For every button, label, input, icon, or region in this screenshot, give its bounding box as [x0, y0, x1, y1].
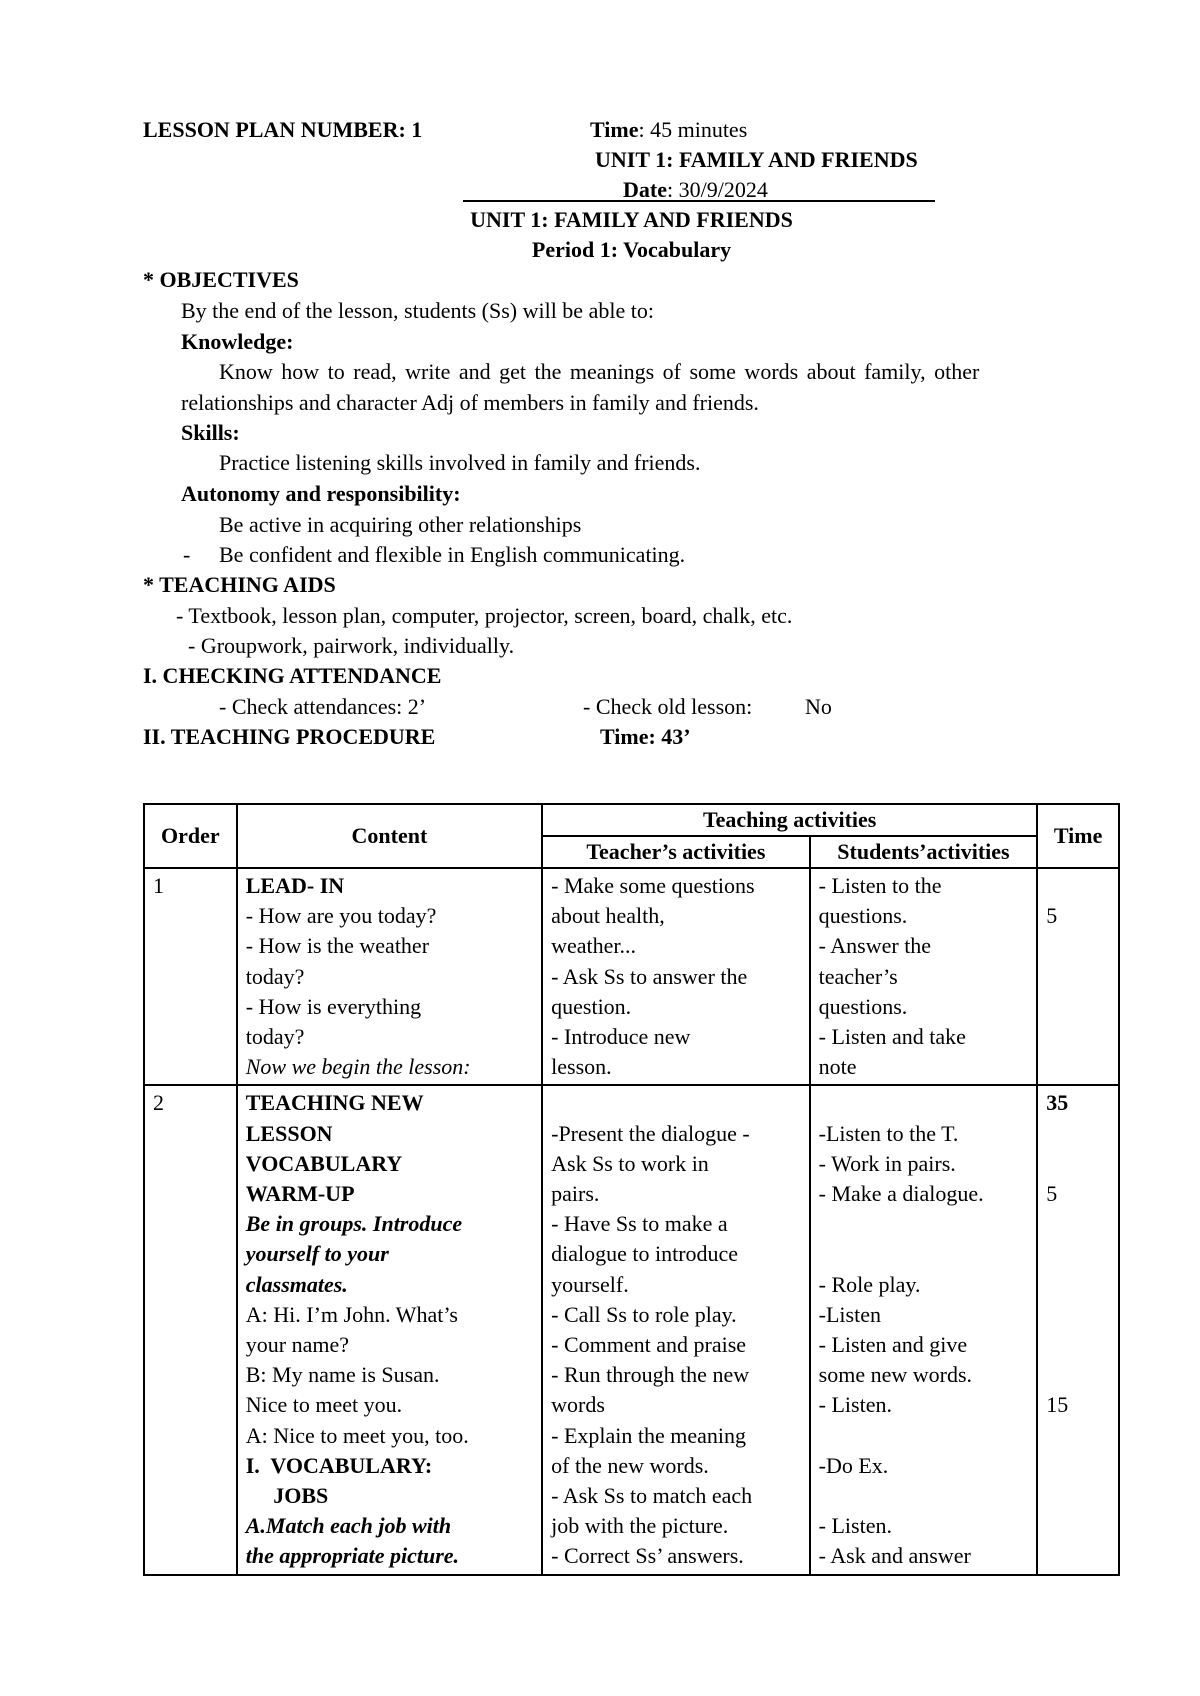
- cell-line: today?: [245, 1024, 305, 1050]
- cell-line: - Make a dialogue.: [818, 1181, 984, 1207]
- cell-line: yourself.: [551, 1271, 629, 1297]
- row1-teacher: [542, 868, 810, 1085]
- autonomy-item-1: Be active in acquiring other relationships: [219, 512, 582, 537]
- teaching-aids-heading: * TEACHING AIDS: [143, 572, 336, 597]
- cell-line: - Listen to the: [818, 873, 942, 898]
- cell-line: pairs.: [551, 1181, 600, 1207]
- cell-line: A.Match each job with: [245, 1513, 452, 1539]
- cell-line: - Work in pairs.: [818, 1150, 956, 1176]
- cell-line: [1046, 1360, 1110, 1390]
- cell-line: -Listen to the T.: [818, 1120, 959, 1146]
- cell-line: - Introduce new: [551, 1024, 691, 1050]
- row1-time: [1037, 868, 1119, 1085]
- cell-line: - Listen.: [818, 1513, 892, 1539]
- cell-line: [1046, 1119, 1110, 1149]
- cell-line: classmates.: [245, 1271, 348, 1297]
- cell-line: Be in groups. Introduce: [245, 1211, 463, 1237]
- time-label: Time: [590, 117, 639, 142]
- autonomy-item-2: Be confident and flexible in English communicating.: [219, 542, 686, 567]
- cell-line: - Listen and give: [818, 1332, 968, 1357]
- cell-line: [1046, 1270, 1110, 1300]
- row2-content: [237, 1085, 542, 1574]
- date-value: : 30/9/2024: [666, 177, 768, 202]
- cell-line: - Ask and answer: [818, 1543, 971, 1569]
- teaching-aid-item: - Textbook, lesson plan, computer, projector, screen, board, chalk, etc.: [176, 603, 793, 628]
- header-teaching-activities: Teaching activities: [542, 804, 1037, 836]
- row1-content: [237, 868, 542, 1085]
- header-teacher-activities: Teacher’s activities: [542, 836, 810, 868]
- cell-line: - Make some questions: [551, 873, 755, 898]
- objectives-heading: * OBJECTIVES: [143, 267, 299, 292]
- cell-line: - Ask Ss to answer the: [551, 963, 748, 989]
- cell-line: about health,: [551, 903, 665, 929]
- cell-line: lesson.: [551, 1054, 612, 1080]
- cell-line: -Listen: [818, 1301, 881, 1327]
- cell-line: [1046, 1149, 1110, 1179]
- knowledge-line-1: Know how to read, write and get the meanings of some words about family, other: [219, 359, 980, 384]
- unit-top: UNIT 1: FAMILY AND FRIENDS: [595, 147, 918, 172]
- cell-line: - Listen.: [818, 1392, 892, 1418]
- autonomy-label: Autonomy and responsibility:: [181, 481, 461, 506]
- cell-line: WARM-UP: [245, 1181, 355, 1207]
- check-attendances: - Check attendances: 2’: [219, 694, 427, 719]
- cell-line: Now we begin the lesson:: [245, 1054, 471, 1080]
- row2-order: [144, 1085, 237, 1574]
- attendance-heading: I. CHECKING ATTENDANCE: [143, 663, 442, 688]
- cell-line: [1046, 871, 1110, 901]
- cell-line: [819, 1088, 1029, 1118]
- cell-line: [551, 1088, 801, 1118]
- cell-line: [1046, 1330, 1110, 1360]
- cell-line: Ask Ss to work in: [551, 1150, 709, 1176]
- cell-line: question.: [551, 993, 632, 1019]
- check-old-lesson-value: No: [805, 694, 832, 719]
- cell-line: A: Nice to meet you, too.: [245, 1422, 469, 1448]
- skills-text: Practice listening skills involved in family and friends.: [219, 450, 701, 475]
- row2-teacher: [542, 1085, 810, 1574]
- cell-line: LESSON: [245, 1120, 333, 1146]
- header-content: Content: [237, 804, 542, 868]
- cell-line: [1046, 1239, 1110, 1269]
- header-time: Time: [1037, 804, 1119, 868]
- cell-line: - How are you today?: [245, 903, 437, 929]
- cell-line: today?: [245, 963, 305, 989]
- table-header-row: [144, 804, 1119, 836]
- cell-line: -Present the dialogue -: [551, 1120, 750, 1146]
- cell-line: the appropriate picture.: [245, 1543, 460, 1569]
- check-old-lesson: - Check old lesson:: [583, 694, 753, 719]
- cell-line: - Role play.: [818, 1271, 921, 1297]
- cell-line: your name?: [245, 1332, 349, 1358]
- cell-line: - How is everything: [245, 993, 422, 1019]
- cell-line: 5: [1046, 903, 1058, 929]
- cell-line: - Have Ss to make a: [551, 1211, 728, 1237]
- row1-order: [144, 868, 237, 1085]
- cell-line: note: [818, 1054, 857, 1080]
- row2-time: [1037, 1085, 1119, 1574]
- cell-line: A: Hi. I’m John. What’s: [245, 1301, 458, 1327]
- lesson-plan-number: LESSON PLAN NUMBER: 1: [143, 117, 423, 142]
- time-value: : 45 minutes: [638, 117, 748, 142]
- cell-line: [1046, 1300, 1110, 1330]
- procedure-heading: II. TEACHING PROCEDURE: [143, 724, 436, 749]
- cell-line: dialogue to introduce: [551, 1241, 739, 1267]
- row2-students: [810, 1085, 1038, 1574]
- header-order: Order: [144, 804, 237, 868]
- teaching-aid-item: - Groupwork, pairwork, individually.: [188, 633, 515, 658]
- cell-line: [819, 1209, 1029, 1239]
- header-rule: [463, 200, 935, 202]
- cell-line: teacher’s: [818, 963, 898, 989]
- period-title: Period 1: Vocabulary: [531, 237, 732, 262]
- cell-line: 2: [153, 1090, 164, 1116]
- cell-line: VOCABULARY: [245, 1150, 403, 1176]
- cell-line: job with the picture.: [551, 1513, 729, 1539]
- cell-line: 35: [1046, 1090, 1069, 1116]
- cell-line: questions.: [818, 903, 908, 929]
- cell-line: TEACHING NEW: [245, 1090, 424, 1116]
- cell-line: 1: [153, 873, 164, 898]
- table-row: [144, 868, 1119, 1085]
- cell-line: Nice to meet you.: [245, 1392, 403, 1418]
- cell-line: B: My name is Susan.: [245, 1362, 440, 1388]
- cell-line: I. VOCABULARY:: [245, 1452, 433, 1478]
- cell-line: LEAD- IN: [245, 873, 345, 898]
- unit-title: UNIT 1: FAMILY AND FRIENDS: [470, 207, 793, 232]
- cell-line: weather...: [551, 933, 637, 959]
- cell-line: questions.: [818, 993, 908, 1019]
- cell-line: [819, 1421, 1029, 1451]
- table-row: [144, 1085, 1119, 1574]
- cell-line: words: [551, 1392, 605, 1418]
- cell-line: JOBS: [245, 1483, 329, 1509]
- cell-line: - Comment and praise: [551, 1332, 747, 1358]
- cell-line: [819, 1481, 1029, 1511]
- row1-students: [810, 868, 1038, 1085]
- procedure-time: Time: 43’: [600, 724, 691, 749]
- cell-line: [1046, 1209, 1110, 1239]
- time-allotment: [590, 115, 747, 145]
- cell-line: of the new words.: [551, 1452, 709, 1478]
- cell-line: some new words.: [818, 1362, 973, 1388]
- cell-line: - Call Ss to role play.: [551, 1301, 737, 1327]
- knowledge-label: Knowledge:: [181, 329, 294, 354]
- cell-line: - Explain the meaning: [551, 1422, 747, 1448]
- cell-line: 15: [1046, 1392, 1069, 1418]
- knowledge-line-2: relationships and character Adj of members in family and friends.: [181, 390, 759, 415]
- cell-line: [819, 1239, 1029, 1269]
- cell-line: - Ask Ss to match each: [551, 1483, 753, 1509]
- cell-line: -Do Ex.: [818, 1452, 889, 1478]
- cell-line: - Listen and take: [818, 1024, 966, 1050]
- objectives-intro: By the end of the lesson, students (Ss) will be able to:: [181, 298, 654, 323]
- cell-line: - How is the weather: [245, 933, 430, 959]
- skills-label: Skills:: [181, 420, 240, 445]
- date-label: Date: [623, 177, 667, 202]
- cell-line: - Correct Ss’ answers.: [551, 1543, 744, 1569]
- cell-line: - Run through the new: [551, 1362, 750, 1388]
- cell-line: - Answer the: [818, 933, 932, 959]
- procedure-table: [143, 803, 1120, 1576]
- header-students-activities: Students’activities: [810, 836, 1038, 868]
- autonomy-dash: -: [183, 542, 191, 567]
- cell-line: 5: [1046, 1181, 1058, 1206]
- cell-line: yourself to your: [245, 1241, 389, 1267]
